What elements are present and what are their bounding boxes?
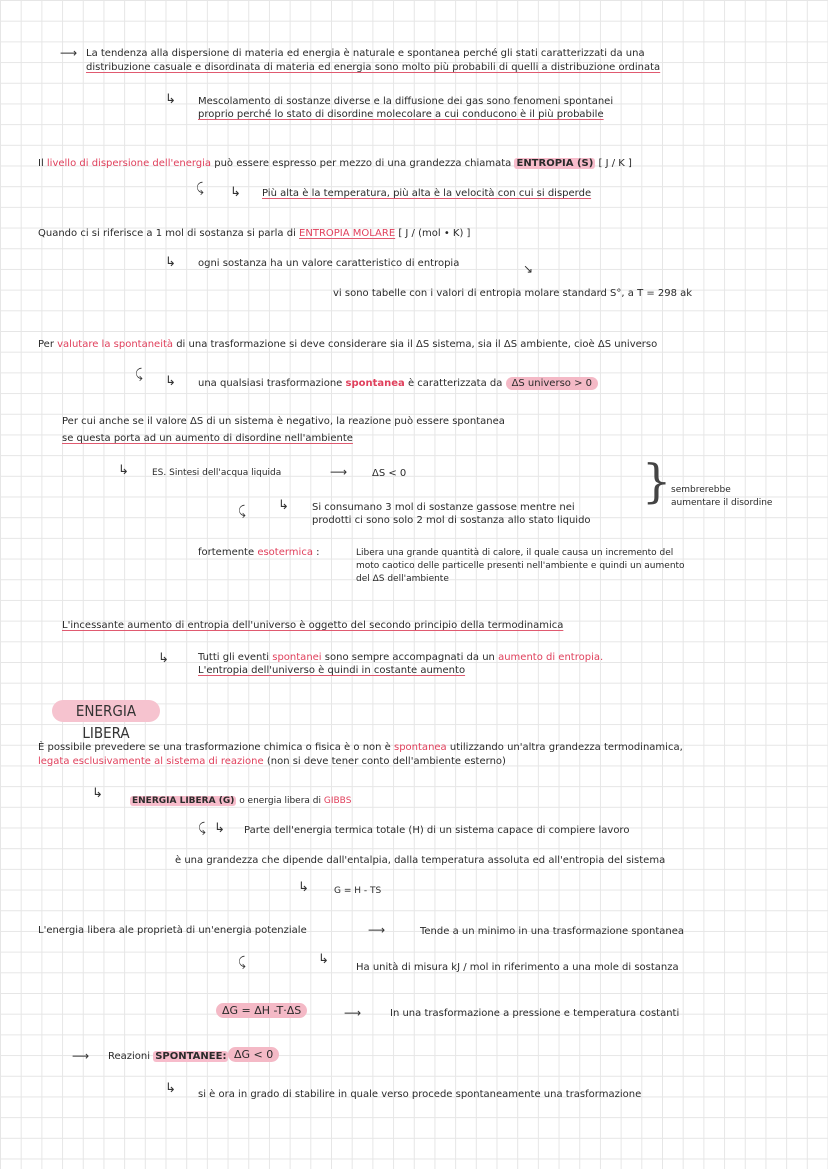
universe-rule: una qualsiasi trasformazione spontanea è caratterizzata da ΔS universo > 0	[198, 377, 598, 390]
hook-arrow-icon: ↳	[165, 374, 176, 389]
tables-note: vi sono tabelle con i valori di entropia molare standard S°, a T = 298 ak	[333, 288, 693, 299]
hook-arrow-icon: ↳	[230, 185, 241, 200]
liquid-products: prodotti ci sono solo 2 mol di sostanza allo stato liquido	[312, 515, 591, 526]
second-principle: L'incessante aumento di entropia dell'universo è oggetto del secondo principio della termodinamica	[62, 620, 564, 631]
thermal-energy-part: Parte dell'energia termica totale (H) di un sistema capace di compiere lavoro	[244, 825, 630, 836]
free-energy-intro-1: È possibile prevedere se una trasformazione chimica o fisica è o non è spontanea utilizzando un'altra grandezza termodinamica,	[38, 742, 683, 753]
arrow-right-icon: ⟶	[72, 1049, 90, 1063]
curve-arrow-icon: ⤹	[135, 367, 143, 382]
curve-arrow-icon: ⤹	[238, 955, 246, 970]
arrow-right-icon: ⟶	[344, 1006, 362, 1020]
free-energy-intro-2: legata esclusivamente al sistema di reazione (non si deve tener conto dell'ambiente esterno)	[38, 756, 506, 767]
arrow-right-icon: ⟶	[60, 46, 78, 60]
curve-arrow-icon: ⤹	[238, 504, 246, 519]
characteristic-value: ogni sostanza ha un valore caratteristico di entropia	[198, 258, 460, 269]
direction-note: si è ora in grado di stabilire in quale verso procede spontaneamente una trasformazione	[198, 1089, 642, 1100]
hook-arrow-icon: ↳	[165, 1081, 176, 1096]
curve-arrow-icon: ⤹	[198, 821, 206, 836]
delta-g-equation: ΔG = ΔH -T·ΔS	[216, 1004, 307, 1018]
tends-to-minimum: Tende a un minimo in una trasformazione spontanea	[420, 926, 684, 937]
arrow-right-icon: ⟶	[368, 923, 386, 937]
entropy-definition: Il livello di dispersione dell'energia può essere espresso per mezzo di una grandezza chiamata ENTROPIA (S) [ J / K ]	[38, 158, 632, 169]
brace-icon: }	[642, 454, 672, 508]
delta-s-negative: ΔS < 0	[372, 468, 407, 479]
entropy-increasing: L'entropia dell'universo è quindi in costante aumento	[198, 665, 466, 676]
curve-arrow-icon: ⤹	[196, 181, 204, 196]
heat-release-2: moto caotico delle particelle presenti nell'ambiente e quindi un aumento	[356, 561, 685, 571]
p2-line2: proprio perché lo stato di disordine molecolare a cui conducono è il più probabile	[198, 109, 604, 120]
p1-line1: La tendenza alla dispersione di materia ed energia è naturale e spontanea perché gli stati caratterizzati da una	[86, 48, 645, 59]
increase-disorder: aumentare il disordine	[671, 498, 773, 508]
spontaneity-eval: Per valutare la spontaneità di una trasformazione si deve considerare sia il ΔS sistema, sia il ΔS ambiente, cioè ΔS universo	[38, 339, 658, 350]
hook-arrow-icon: ↳	[165, 92, 176, 107]
gibbs-formula: G = H - TS	[334, 886, 382, 896]
hook-arrow-icon: ↳	[298, 880, 309, 895]
curve-arrow-icon: ↘	[523, 262, 534, 276]
arrow-right-icon: ⟶	[330, 465, 348, 479]
potential-energy: L'energia libera ale proprietà di un'energia potenziale	[38, 925, 307, 936]
p1-line2: distribuzione casuale e disordinata di materia ed energia sono molto più probabili di quelli a distribuzione ordinata	[86, 62, 661, 73]
hook-arrow-icon: ↳	[118, 463, 129, 478]
gas-consumed: Si consumano 3 mol di sostanze gassose mentre nei	[312, 502, 575, 513]
example-label: ES. Sintesi dell'acqua liquida	[152, 468, 282, 478]
heat-release-1: Libera una grande quantità di calore, il quale causa un incremento del	[356, 548, 674, 558]
unit-of-measure: Ha unità di misura kJ / mol in riferimento a una mole di sostanza	[356, 962, 679, 973]
dependencies: è una grandezza che dipende dall'entalpia, dalla temperatura assoluta ed all'entropia del sistema	[175, 855, 666, 866]
hook-arrow-icon: ↳	[165, 255, 176, 270]
spontaneous-reactions: Reazioni SPONTANEE:	[108, 1051, 227, 1062]
p2-line1: Mescolamento di sostanze diverse e la diffusione dei gas sono fenomeni spontanei	[198, 96, 614, 107]
spontaneous-events: Tutti gli eventi spontanei sono sempre accompagnati da un aumento di entropia.	[198, 652, 604, 663]
heat-release-3: del ΔS dell'ambiente	[356, 574, 449, 584]
exothermic-label: fortemente esotermica :	[198, 547, 320, 558]
hook-arrow-icon: ↳	[318, 952, 329, 967]
negative-ds-note: Per cui anche se il valore ΔS di un sistema è negativo, la reazione può essere spontanea	[62, 416, 505, 427]
gibbs-definition: ENERGIA LIBERA (G) o energia libera di GIBBS	[132, 796, 352, 806]
hook-arrow-icon: ↳	[214, 821, 225, 836]
hook-arrow-icon: ↳	[92, 786, 103, 801]
temperature-note: Più alta è la temperatura, più alta è la velocità con cui si disperde	[262, 188, 592, 199]
would-seem: sembrerebbe	[671, 485, 731, 495]
hook-arrow-icon: ↳	[158, 651, 169, 666]
section-title: ENERGIA LIBERA	[52, 700, 160, 722]
delta-g-negative: ΔG < 0	[228, 1048, 279, 1062]
molar-entropy: Quando ci si riferisce a 1 mol di sostanza si parla di ENTROPIA MOLARE [ J / (mol • K) ]	[38, 228, 471, 239]
constant-conditions: In una trasformazione a pressione e temperatura costanti	[390, 1008, 680, 1019]
disorder-note: se questa porta ad un aumento di disordine nell'ambiente	[62, 433, 353, 444]
hook-arrow-icon: ↳	[278, 498, 289, 513]
